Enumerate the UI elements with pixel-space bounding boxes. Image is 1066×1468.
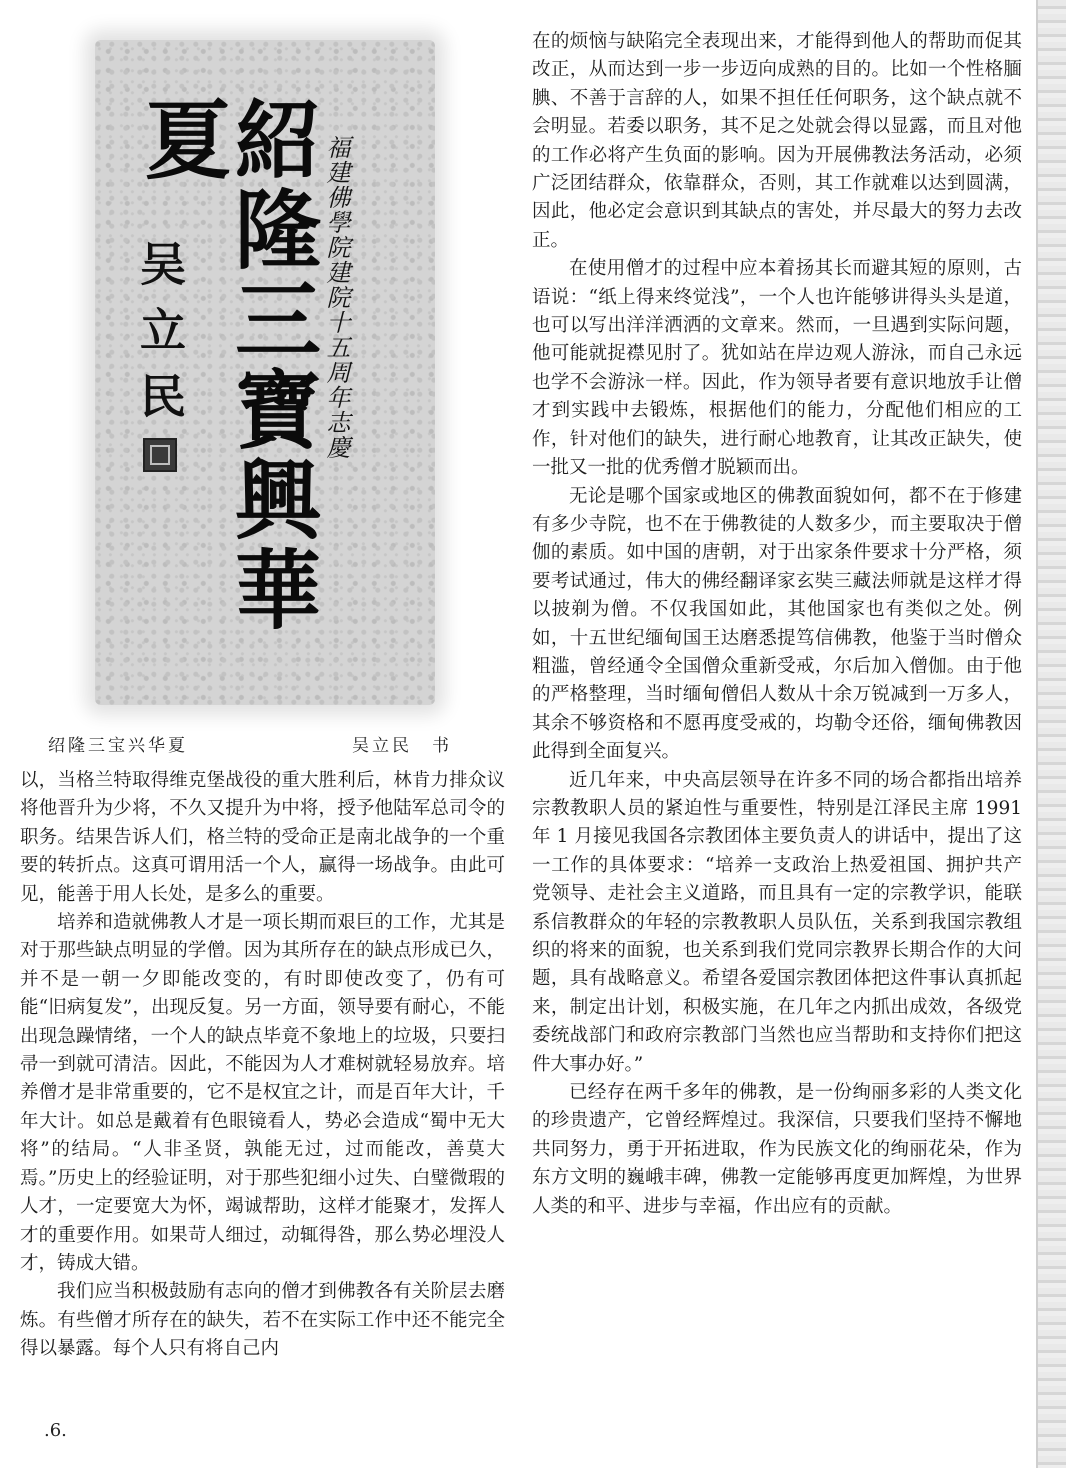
- paragraph: 在使用僧才的过程中应本着扬其长而避其短的原则，古语说：“纸上得来终觉浅”，一个人也许能够讲得头头是道，也可以写出洋洋洒洒的文章来。然而，一旦遇到实际问题，他可能就捉襟见肘了。犹如站在岸边观人游泳，而自己永远也学不会游泳一样。因此，作为领导者要有意识地放手让僧才到实践中去锻炼，根据他们的能力，分配他们相应的工作，针对他们的缺失，进行耐心地教育，让其改正缺失，使一批又一批的优秀僧才脱颖而出。: [532, 258, 1022, 479]
- figure-caption-title: 绍隆三宝兴华夏: [48, 736, 188, 756]
- paragraph: 培养和造就佛教人才是一项长期而艰巨的工作，尤其是对于那些缺点明显的学僧。因为其所存在的缺点形成已久，并不是一朝一夕即能改变的，有时即使改变了，仍有可能“旧病复发”，出现反复。另一方面，领导要有耐心，不能出现急躁情绪，一个人的缺点毕竟不象地上的垃圾，只要扫帚一到就可清洁。因此，不能因为人才难树就轻易放弃。培养僧才是非常重要的，它不是权宜之计，而是百年大计，千年大计。如总是戴着有色眼镜看人，势必会造成“蜀中无大将”的结局。“人非圣贤，孰能无过，过而能改，善莫大焉。”历史上的经验证明，对于那些犯细小过失、白璧微瑕的人才，一定要宽大为怀，竭诚帮助，这样才能聚才，发挥人才的重要作用。如果苛人细过，动辄得咎，那么势必埋没人才，铸成大错。: [20, 912, 505, 1274]
- paragraph: 以，当格兰特取得维克堡战役的重大胜利后，林肯力排众议将他晋升为少将，不久又提升为中将，授予他陆军总司令的职务。结果告诉人们，格兰特的受命正是南北战争的一个重要的转折点。这真可谓用活一个人，赢得一场战争。由此可见，能善于用人长处，是多么的重要。: [20, 770, 505, 905]
- calligraphy-title: 紹隆三寶興華夏: [130, 95, 321, 635]
- paragraph: 无论是哪个国家或地区的佛教面貌如何，都不在于修建有多少寺院，也不在于佛教徒的人数多少，而主要取决于僧伽的素质。如中国的唐朝，对于出家条件要求十分严格，须要考试通过，伟大的佛经翻译家玄奘三藏法师就是这样才得以披剃为僧。不仅我国如此，其他国家也有类似之处。例如，十五世纪缅甸国王达磨悉提笃信佛教，他鉴于当时僧众粗滥，曾经通令全国僧众重新受戒，尔后加入僧伽。由于他的严格整理，当时缅甸僧侣人数从十余万锐减到一万多人，其余不够资格和不愿再度受戒的，均勒令还俗，缅甸佛教因此得到全面复兴。: [532, 485, 1022, 763]
- paragraph: 已经存在两千多年的佛教，是一份绚丽多彩的人类文化的珍贵遗产，它曾经辉煌过。我深信，只要我们坚持不懈地共同努力，勇于开拓进取，作为民族文化的绚丽花朵，作为东方文明的巍峨丰碑，佛教一定能够再度更加辉煌，为世界人类的和平、进步与幸福，作出应有的贡献。: [532, 1082, 1022, 1217]
- paragraph: 我们应当积极鼓励有志向的僧才到佛教各有关阶层去磨炼。有些僧才所存在的缺失，若不在实际工作中还不能完全得以暴露。每个人只有将自己内: [20, 1281, 505, 1360]
- calligraphy-inscription: 福建佛學院建院十五周年志慶: [322, 135, 350, 460]
- scan-edge: [1036, 0, 1066, 1468]
- left-column: [20, 767, 505, 1364]
- calligraphy-author: 吴立民: [133, 240, 187, 438]
- calligraphy-image: [95, 40, 435, 705]
- seal-stamp: [143, 438, 177, 472]
- figure-caption-author: 吴立民 书: [352, 736, 452, 756]
- right-column: [532, 28, 1022, 1221]
- page-number: .6.: [44, 1420, 67, 1441]
- paragraph: 在的烦恼与缺陷完全表现出来，才能得到他人的帮助而促其改正，从而达到一步一步迈向成熟的目的。比如一个性格腼腆、不善于言辞的人，如果不担任任何职务，这个缺点就不会明显。若委以职务，其不足之处就会得以显露，而且对他的工作必将产生负面的影响。因为开展佛教法务活动，必须广泛团结群众，依靠群众，否则，其工作就难以达到圆满，因此，他必定会意识到其缺点的害处，并尽最大的努力去改正。: [532, 31, 1022, 251]
- paragraph: 近几年来，中央高层领导在许多不同的场合都指出培养宗教教职人员的紧迫性与重要性，特别是江泽民主席 1991 年 1 月接见我国各宗教团体主要负责人的讲话中，提出了这一工作的具体要求：“培养一支政治上热爱祖国、拥护共产党领导、走社会主义道路，而且具有一定的宗教学识，能联系信教群众的年轻的宗教教职人员队伍，关系到我国宗教组织的将来的面貌，也关系到我们党同宗教界长期合作的大问题，具有战略意义。希望各爱国宗教团体把这件事认真抓起来，制定出计划，积极实施，在几年之内抓出成效，各级党委统战部门和政府宗教部门当然也应当帮助和支持你们把这件大事办好。”: [532, 769, 1022, 1075]
